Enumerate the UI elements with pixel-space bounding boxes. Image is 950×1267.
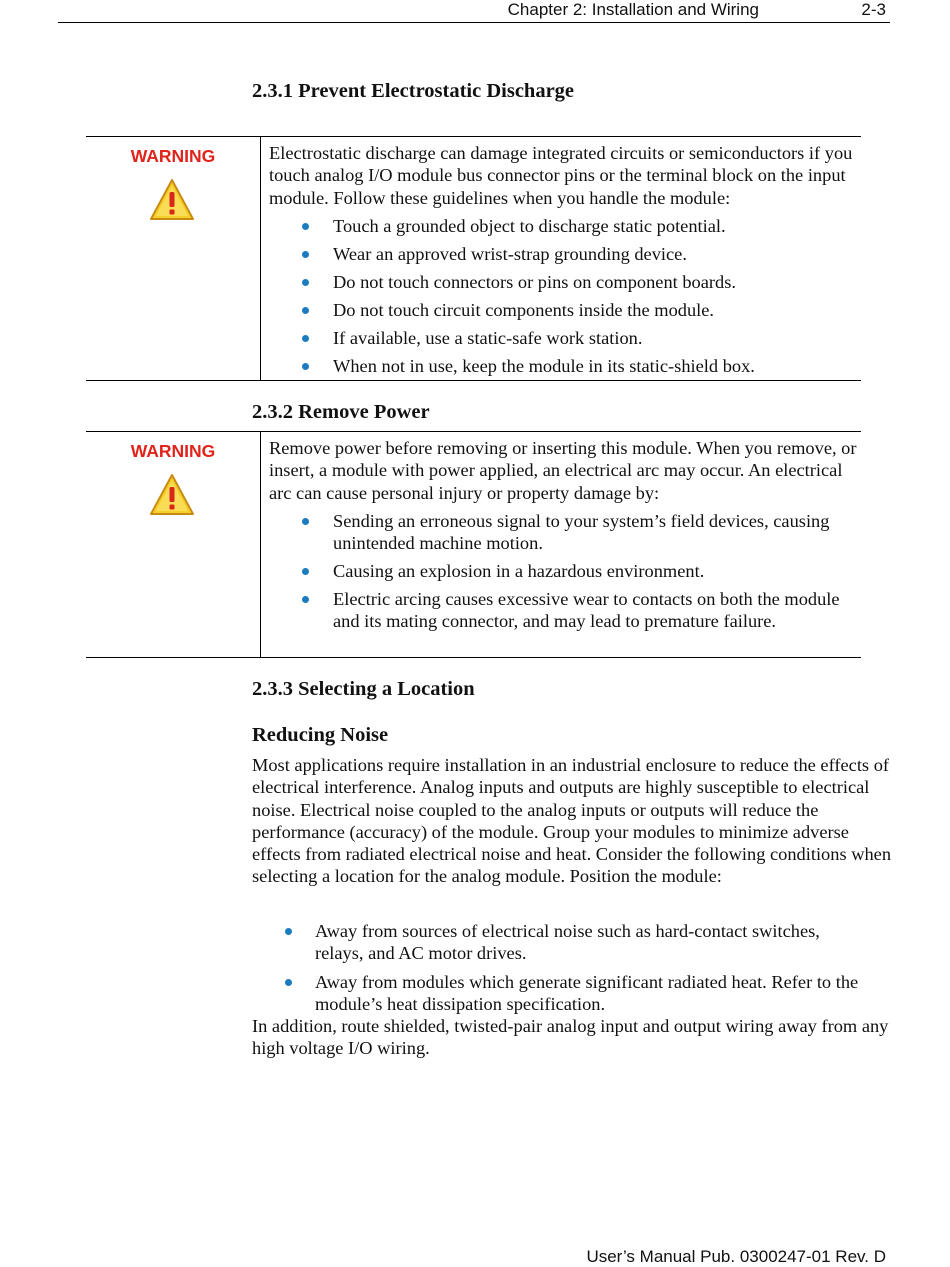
list-item: If available, use a static-safe work station. [269, 327, 859, 349]
list-item: Away from modules which generate significant radiated heat. Refer to the module’s heat dissipation specification. [252, 971, 872, 1016]
wiring-paragraph: In addition, route shielded, twisted-pair analog input and output wiring away from any high voltage I/O wiring. [252, 1016, 889, 1059]
warning-triangle-icon [149, 472, 195, 518]
list-item: Wear an approved wrist-strap grounding device. [269, 243, 859, 265]
location-conditions-list [252, 914, 872, 1015]
warning-triangle-icon [149, 177, 195, 223]
list-item: Away from sources of electrical noise such as hard-contact switches, relays, and AC motor drives. [252, 920, 872, 965]
warning-intro: Electrostatic discharge can damage integrated circuits or semiconductors if you touch analog I/O module bus connector pins or the terminal block on the input module. Follow these guidelines when you handle the module: [269, 143, 853, 208]
page-number: 2-3 [861, 0, 886, 19]
list-item: Touch a grounded object to discharge static potential. [269, 215, 859, 237]
page-footer: User’s Manual Pub. 0300247-01 Rev. D [586, 1247, 886, 1266]
section-heading-esd: 2.3.1 Prevent Electrostatic Discharge [252, 80, 575, 102]
hazards-list [269, 510, 859, 633]
subsection-heading-noise: Reducing Noise [252, 724, 389, 746]
section-heading-location: 2.3.3 Selecting a Location [252, 678, 475, 700]
warning-label-cell [86, 432, 261, 657]
warning-box-power [86, 431, 861, 658]
warning-content [269, 437, 859, 633]
list-item: Do not touch connectors or pins on component boards. [269, 271, 859, 293]
chapter-title: Chapter 2: Installation and Wiring [507, 0, 759, 19]
warning-intro: Remove power before removing or inserting this module. When you remove, or insert, a module with power applied, an electrical arc may occur. An electrical arc can cause personal injury or property damage by: [269, 438, 857, 503]
warning-label-cell [86, 137, 261, 380]
warning-label: WARNING [130, 146, 216, 166]
guidelines-list [269, 215, 859, 378]
list-item: Electric arcing causes excessive wear to contacts on both the module and its mating connector, and may lead to premature failure. [269, 588, 859, 633]
list-item: Do not touch circuit components inside the module. [269, 299, 859, 321]
noise-paragraph: Most applications require installation in an industrial enclosure to reduce the effects of electrical interference. Analog inputs and outputs are highly susceptible to electrical noise. Electrical noise coupled to the analog inputs or outputs will reduce the performance (accuracy) of the module. Group your modules to minimize adverse effects from radiated electrical noise and heat. Consider the following conditions when selecting a location for the analog module. Position the module: [252, 755, 892, 887]
list-item: Causing an explosion in a hazardous environment. [269, 560, 859, 582]
list-item: Sending an erroneous signal to your system’s field devices, causing unintended machine motion. [269, 510, 859, 555]
warning-box-esd [86, 136, 861, 381]
warning-label: WARNING [130, 441, 216, 461]
section-heading-remove-power: 2.3.2 Remove Power [252, 401, 430, 423]
page-header [58, 0, 890, 23]
list-item: When not in use, keep the module in its static-shield box. [269, 355, 859, 377]
warning-content [269, 142, 859, 377]
